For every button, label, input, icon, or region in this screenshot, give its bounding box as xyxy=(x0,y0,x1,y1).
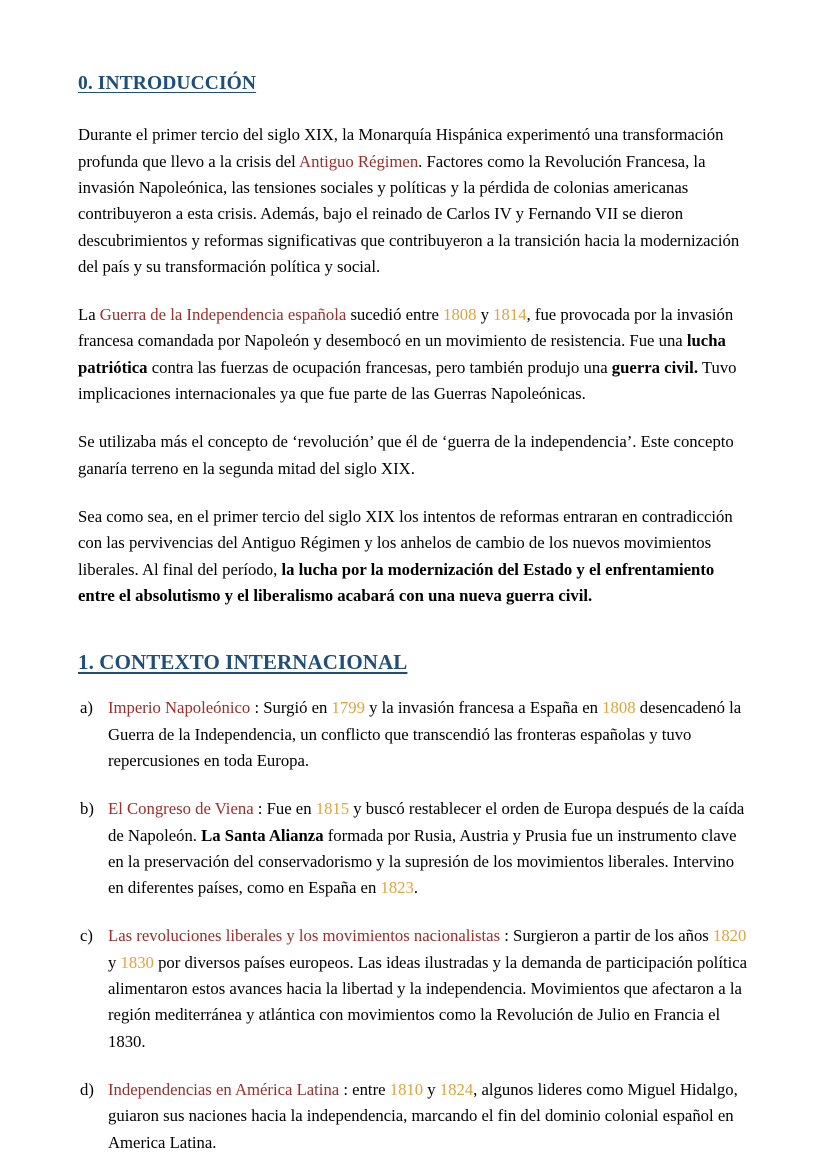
text-run-term: El Congreso de Viena xyxy=(108,799,254,819)
list-marker: d) xyxy=(80,1079,94,1099)
document-content xyxy=(78,72,750,1156)
list-item-text: Las revoluciones liberales y los movimientos nacionalistas : Surgieron a partir de los años 1820 y 1830 por diversos países europeos. Las ideas ilustradas y la demanda de participación política alimentaron estos avances hacia la libertad y la independencia. Movimientos que afectaron a la región mediterránea y atlántica con movimientos como la Revolución de Julio en Francia el 1830. xyxy=(108,926,748,1051)
text-run-strong: La Santa Alianza xyxy=(201,825,324,845)
text-run-year: 1830 xyxy=(120,952,154,972)
text-run-strong: guerra civil. xyxy=(611,357,698,377)
context-list xyxy=(78,695,750,1155)
list-item xyxy=(78,695,750,774)
text-run-year: 1814 xyxy=(493,305,527,325)
list-marker: b) xyxy=(80,799,94,819)
text-run-year: 1824 xyxy=(439,1079,474,1099)
text-run-strong: lucha patriótica xyxy=(78,331,726,377)
section-heading-contexto-internacional: 1. CONTEXTO INTERNACIONAL xyxy=(78,650,408,675)
text-run-term: Independencias en América Latina xyxy=(108,1079,340,1099)
text-run-term: Imperio Napoleónico xyxy=(108,698,251,718)
text-run-year: 1823 xyxy=(380,878,414,898)
text-run-year: 1815 xyxy=(315,799,350,819)
text-run-term: Guerra de la Independencia española xyxy=(99,305,347,325)
section-heading-introduccion: 0. INTRODUCCIÓN xyxy=(78,73,257,94)
text-run-year: 1799 xyxy=(331,698,365,718)
text-run-year: 1810 xyxy=(389,1079,424,1099)
text-run-term: Las revoluciones liberales y los movimientos nacionalistas xyxy=(108,926,501,946)
list-item xyxy=(78,1077,750,1156)
list-item-text: El Congreso de Viena : Fue en 1815 y buscó restablecer el orden de Europa después de la caída de Napoleón. La Santa Alianza formada por Rusia, Austria y Prusia fue un instrumento clave en la preservación del conservadorismo y la supresión de los movimientos liberales. Intervino en diferentes países, como en España en 1823. xyxy=(108,799,745,898)
list-item xyxy=(78,923,750,1054)
list-marker: a) xyxy=(80,698,93,718)
paragraph: La Guerra de la Independencia española sucedió entre 1808 y 1814, fue provocada por la invasión francesa comandada por Napoleón y desembocó en un movimiento de resistencia. Fue una lucha patriótica contra las fuerzas de ocupación francesas, pero también produjo una guerra civil. Tuvo implicaciones internacionales ya que fue parte de las Guerras Napoleónicas. xyxy=(78,305,737,404)
paragraph: Se utilizaba más el concepto de ‘revolución’ que él de ‘guerra de la independencia’. Este concepto ganaría terreno en la segunda mitad del siglo XIX. xyxy=(78,432,734,478)
list-item xyxy=(78,796,750,901)
text-run-year: 1820 xyxy=(712,926,747,946)
text-run-strong: la lucha por la modernización del Estado y el enfrentamiento entre el absolutismo y el liberalismo acabará con una nueva guerra civil. xyxy=(78,559,715,605)
section-body-introduccion xyxy=(78,122,750,609)
list-item-text: Imperio Napoleónico : Surgió en 1799 y la invasión francesa a España en 1808 desencadenó la Guerra de la Independencia, un conflicto que transcendió las fronteras españolas y tuvo repercusiones en toda Europa. xyxy=(108,698,742,770)
text-run-term: Antiguo Régimen xyxy=(299,151,419,171)
paragraph: Durante el primer tercio del siglo XIX, la Monarquía Hispánica experimentó una transformación profunda que llevo a la crisis del Antiguo Régimen. Factores como la Revolución Francesa, la invasión Napoleónica, las tensiones sociales y políticas y la pérdida de colonias americanas contribuyeron a esta crisis. Además, bajo el reinado de Carlos IV y Fernando VII se dieron descubrimientos y reformas significativas que contribuyeron a la transición hacia la modernización del país y su transformación política y social. xyxy=(78,125,740,276)
text-run-year: 1808 xyxy=(602,698,636,718)
paragraph: Sea como sea, en el primer tercio del siglo XIX los intentos de reformas entraran en contradicción con las pervivencias del Antiguo Régimen y los anhelos de cambio de los nuevos movimientos liberales. Al final del período, la lucha por la modernización del Estado y el enfrentamiento entre el absolutismo y el liberalismo acabará con una nueva guerra civil. xyxy=(78,506,733,605)
list-marker: c) xyxy=(80,926,93,946)
text-run-year: 1808 xyxy=(443,305,477,325)
list-item-text: Independencias en América Latina : entre 1810 y 1824, algunos lideres como Miguel Hidalgo, guiaron sus naciones hacia la independencia, marcando el fin del dominio colonial español en America Latina. xyxy=(108,1079,738,1152)
